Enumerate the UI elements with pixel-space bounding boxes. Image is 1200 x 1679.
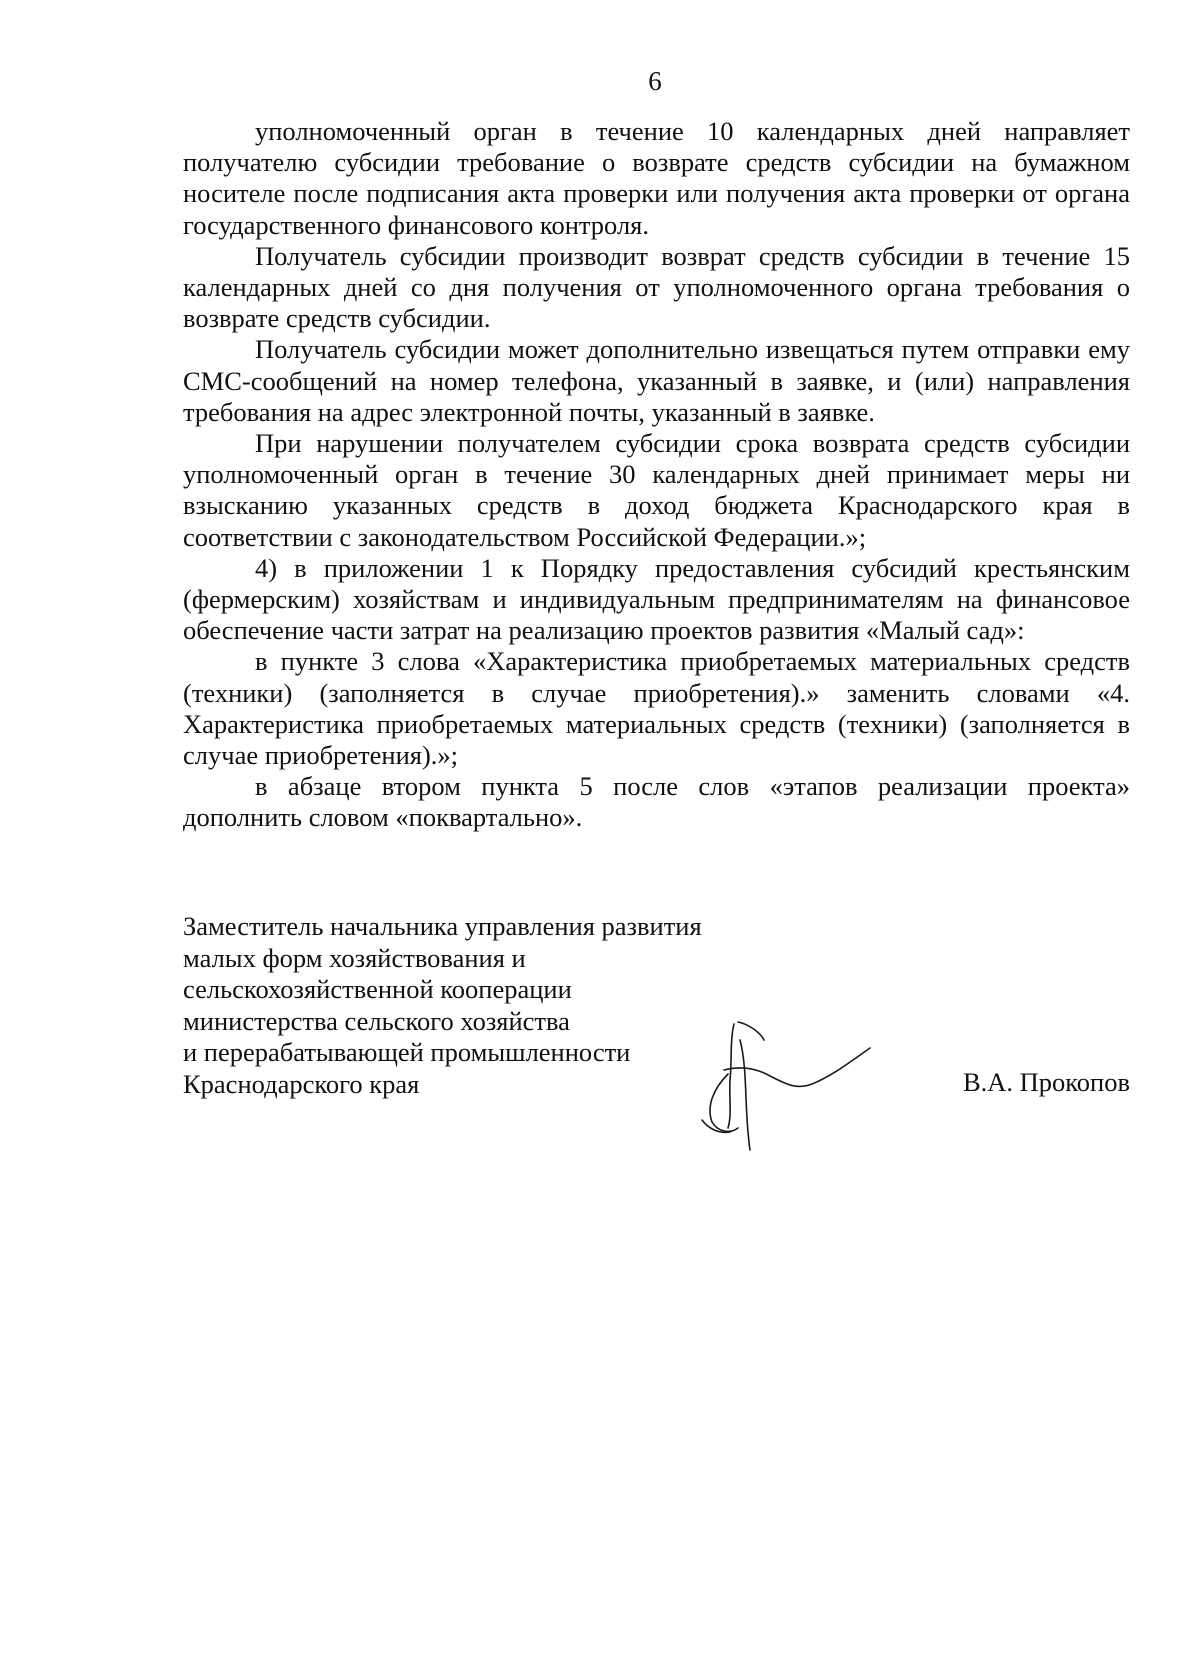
paragraph-2: Получатель субсидии производит возврат средств субсидии в течение 15 календарных дней со дня получения от уполномоченного органа требования о возврате средств субсидии. xyxy=(183,240,1130,334)
document-body xyxy=(183,116,1130,834)
signer-position-line: Заместитель начальника управления развития xyxy=(183,911,702,941)
paragraph-4: При нарушении получателем субсидии срока возврата средств субсидии уполномоченный орган в течение 30 календарных дней принимает меры ни взысканию указанных средств в доход бюджета Краснодарского края в соответствии с законодательством Российской Федерации.»; xyxy=(183,428,1130,552)
paragraph-6: в пункте 3 слова «Характеристика приобретаемых материальных средств (техники) (заполняется в случае приобретения).» заменить словами «4. Характеристика приобретаемых материальных средств (техники) (заполняется в случае приобретения).»; xyxy=(183,646,1130,771)
signer-position-line: министерства сельского хозяйства xyxy=(183,1005,570,1036)
paragraph-5: 4) в приложении 1 к Порядку предоставления субсидий крестьянским (фермерским) хозяйствам и индивидуальным предпринимателям на финансовое обеспечение части затрат на реализацию проектов развития «Малый сад»: xyxy=(183,552,1130,646)
signer-position-line: малых форм хозяйствования и xyxy=(183,942,526,973)
page-number: 6 xyxy=(648,66,662,96)
paragraph-7: в абзаце втором пункта 5 после слов «этапов реализации проекта» дополнить словом «поквартально». xyxy=(183,771,1130,833)
signer-position-line: Краснодарского края xyxy=(183,1068,420,1099)
handwritten-signature xyxy=(700,1010,910,1160)
signer-position-line: и перерабатывающей промышленности xyxy=(183,1037,631,1068)
signer-position-line: сельскохозяйственной кооперации xyxy=(183,974,572,1005)
signer-name: В.А. Прокопов xyxy=(962,1067,1130,1097)
paragraph-3: Получатель субсидии может дополнительно извещаться путем отправки ему СМС-сообщений на номер телефона, указанный в заявке, и (или) направления требования на адрес электронной почты, указанный в заявке. xyxy=(183,334,1130,427)
signer-position xyxy=(183,911,783,1101)
paragraph-1: уполномоченный орган в течение 10 календарных дней направляет получателю субсидии требование о возврате средств субсидии на бумажном носителе после подписания акта проверки или получения акта проверки от органа государственного финансового контроля. xyxy=(183,116,1130,240)
